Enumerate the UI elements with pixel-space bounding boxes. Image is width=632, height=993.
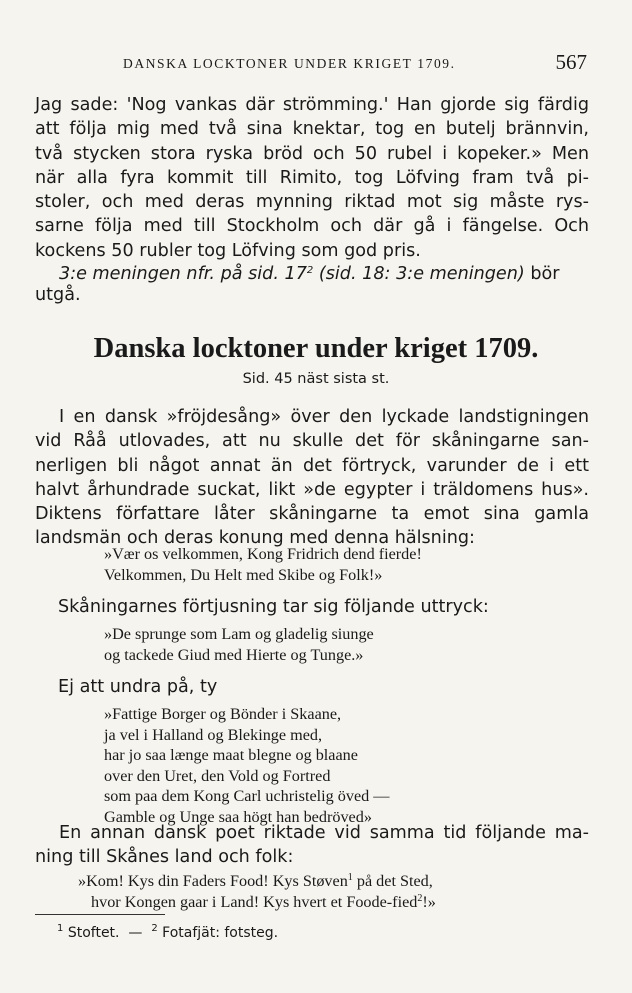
text-line: Jag sade: 'Nog vankas där strömming.' Han gjorde sig färdig (35, 95, 589, 115)
text-line: två stycken stora ryska bröd och 50 rubel i kopeker.» Men (35, 143, 589, 164)
text-line: landsmän och deras konung med denna hälsning: (35, 528, 475, 549)
section-title: Danska locktoner under kriget 1709. (93, 333, 539, 364)
verse-line: og tackede Giud med Hierte og Tunge.» (104, 645, 364, 664)
page-number: 567 (555, 50, 587, 74)
text-line: ning till Skånes land och folk: (35, 847, 294, 868)
correction-line: utgå. (35, 285, 81, 306)
text-line: sarne följa med till Stockholm och där gå i fängelse. Och (35, 216, 589, 237)
verse-text: på det Sted, (356, 872, 433, 890)
footnote-mark: 1 (57, 923, 64, 934)
text-line: Diktens författare låter skåningarne ta emot sina gamla (35, 504, 589, 525)
verse-lament (104, 704, 389, 828)
text-line: I en dansk »fröjdesång» över den lyckade landstigningen (59, 407, 589, 427)
verse-line: »De sprunge som Lam og gladelig siunge (104, 625, 374, 643)
correction-paren: (sid. 18: 3:e meningen) (318, 264, 525, 284)
footnote-text: Fotafjät: fotsteg. (162, 925, 279, 941)
text-line: kockens 50 rubler tog Löfving som god pris. (35, 240, 421, 261)
correction-word: bör (530, 264, 560, 284)
footnote-ref: 2 (417, 892, 423, 904)
verse-text: hvor Kongen gaar i Land! Kys hvert et Foode-fied (91, 892, 418, 911)
verse-text: »Kom! Kys din Faders Food! Kys Støven (78, 872, 348, 890)
verse-line: Gamble og Unge saa högt han bedröved» (104, 807, 372, 826)
verse-line: »Fattige Borger og Bönder i Skaane, (104, 705, 342, 723)
text-line: att följa mig med två sina knektar, tog en butelj brännvin, (35, 119, 589, 140)
footnote-mark: 2 (151, 923, 158, 934)
verse-delight (104, 624, 374, 665)
intro-paragraph (35, 93, 589, 263)
verse-line (78, 868, 436, 889)
superscript: 2 (306, 265, 314, 276)
text-line: En annan dansk poet riktade vid samma tid följande ma- (59, 823, 589, 843)
verse-line: ja vel i Halland og Blekinge med, (104, 725, 323, 744)
footnote-ref: 1 (347, 872, 353, 883)
text-line: stoler, och med deras mynning riktad mot sig måste rys- (35, 192, 589, 213)
verse-line: som paa dem Kong Carl uchristelig öved — (104, 787, 390, 806)
verse-kiss (78, 868, 436, 909)
text-line: halvt århundrade suckat, likt »de egypter i träldomens hus». (35, 479, 589, 500)
section-subtitle: Sid. 45 näst sista st. (242, 371, 390, 387)
correction-ref: 3:e meningen nfr. på sid. 17 (59, 264, 307, 284)
verse-line: Velkommen, Du Helt med Skibe og Folk!» (104, 565, 383, 584)
verse-line: har jo saa længe maat blegne og blaane (104, 746, 358, 765)
lead-line: Ej att undra på, ty (58, 677, 218, 697)
verse-line: over den Uret, den Vold og Fortred (104, 766, 331, 785)
verse-line (78, 889, 436, 910)
footnote-text: Stoftet. (67, 925, 120, 941)
running-head: DANSKA LOCKTONER UNDER KRIGET 1709. (123, 56, 456, 71)
verse-greeting (104, 544, 422, 585)
footnotes (57, 923, 278, 941)
correction-line (35, 259, 589, 283)
footnote-separator: — (128, 925, 143, 941)
page-header (95, 50, 587, 74)
text-line: när alla fyra kommit till Rimito, tog Löfving fram två pi- (35, 167, 589, 188)
closing-paragraph (35, 821, 589, 870)
verse-text: !» (422, 892, 436, 911)
text-line: vid Råå utlovades, att nu skulle det för skåningarne san- (35, 431, 589, 452)
lead-line: Skåningarnes förtjusning tar sig följande uttryck: (58, 597, 489, 617)
footnote-divider (35, 914, 165, 915)
correction-note (35, 259, 589, 308)
text-line: nerligen bli något annat än det förtryck, varunder de i ett (35, 455, 589, 476)
main-paragraph (35, 405, 589, 551)
verse-line: »Vær os velkommen, Kong Fridrich dend fierde! (104, 545, 422, 563)
